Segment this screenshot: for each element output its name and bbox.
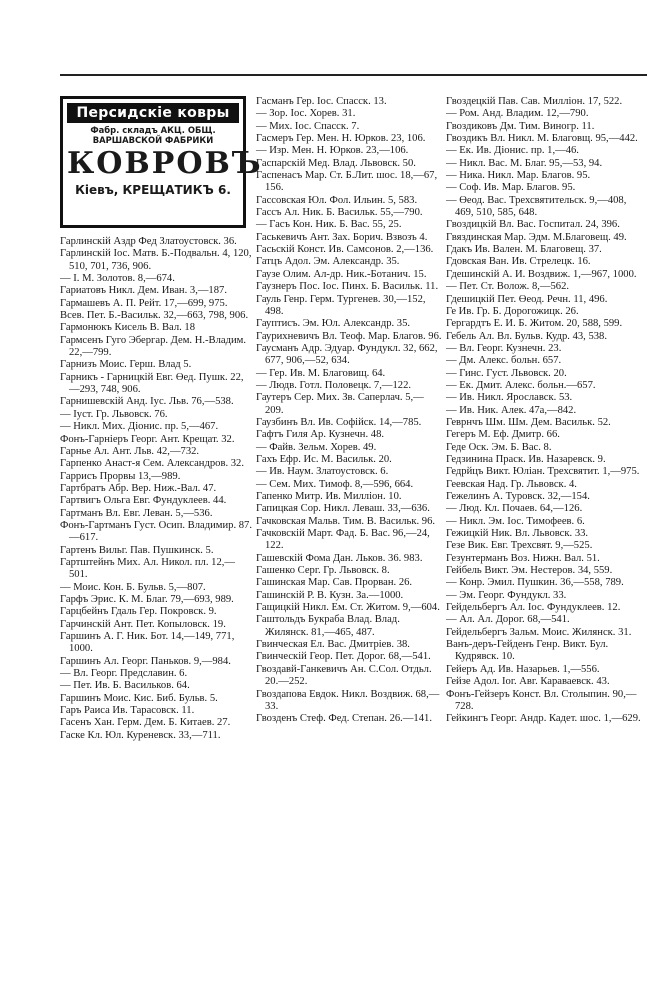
directory-entry: Гасмеръ Гер. Мен. Н. Юрков. 23, 106. [256,133,426,145]
directory-entry: Гарцбейнъ Гдаль Гер. Покровск. 9. [60,606,217,618]
carpet-advertisement [60,96,263,228]
directory-entry: Гарнишевскiй Анд. Iус. Льв. 76,—538. [60,396,234,408]
directory-entry: — I. М. Золотов. 8,—674. [60,273,175,285]
directory-entry: Гаутеръ Сер. Мих. Зв. Саперлач. 5,—209. [256,392,424,416]
directory-entry: Гасьскiй Конст. Ив. Самсонов. 2,—136. [256,244,434,256]
directory-entry: — Людв. Готл. Половецк. 7,—122. [256,379,412,391]
column-2 [256,96,442,726]
directory-entry: Гаске Кл. Юл. Куреневск. 33,—711. [60,729,221,741]
directory-entry: Гачковская Мальв. Тим. В. Васильк. 96. [256,515,436,527]
directory-entry: — Ек. Ив. Дiонис. пр. 1,—46. [446,145,579,157]
directory-entry: Гачковскiй Март. Фад. Б. Вас. 96,—24, 122. [256,528,430,552]
directory-entry: — Вл. Георг. Предславин. 6. [60,668,188,680]
directory-entry: Гартбратъ Абр. Вер. Ниж.-Вал. 47. [60,482,217,494]
directory-entry: — Гасъ Кон. Ник. Б. Вас. 55, 25. [256,219,402,231]
directory-entry: — Соф. Ив. Мар. Благов. 95. [446,182,576,194]
directory-entry: — Конр. Эмил. Пушкин. 36,—558, 789. [446,577,624,589]
directory-entry: Ванъ-деръ-Гейденъ Генр. Викт. Бул. Кудрявск. 10. [446,639,609,663]
directory-entry: Гвоздикъ Вл. Никл. М. Благовщ. 95,—442. [446,133,638,145]
directory-entry: Гаузбинъ Вл. Ив. Софiйск. 14,—785. [256,416,422,428]
directory-entry: — Iуст. Гр. Львовск. 76. [60,408,168,420]
directory-entry: Гейеръ Ад. Ив. Назарьев. 1,—556. [446,663,600,675]
directory-entry: Гезунтерманъ Воз. Нижн. Вал. 51. [446,552,600,564]
directory-entry: Геврнчъ Шм. Шм. Дем. Васильк. 52. [446,416,611,428]
directory-entry: Фонъ-Гарнiеръ Георг. Ант. Крещат. 32. [60,433,235,445]
directory-entry: — Никл. Эм. Iос. Тимофеев. 6. [446,515,585,527]
directory-entry: — Никл. Мих. Дiонис. пр. 5,—467. [60,421,219,433]
directory-entry: Гарчинскiй Ант. Пет. Копыловск. 19. [60,618,226,630]
directory-entry: Гауль Генр. Герм. Тургенев. 30,—152, 498. [256,293,426,317]
directory-entry: Гаршинъ А. Г. Ник. Бот. 14,—149, 771, 1000. [60,631,235,655]
directory-entry: Гейкингъ Георг. Андр. Кадет. шос. 1,—629. [446,713,641,725]
directory-entry: Гарлинскiй Аздр Фед Златоустовск. 36. [60,236,237,247]
ad-subtitle-1: Фабр. складъ АКЦ. ОБЩ. [90,125,216,135]
directory-entry: Гейбель Викт. Эм. Нестеров. 34, 559. [446,565,613,577]
directory-entry: Гедрйцъ Викт. Юлiан. Трехсвятит. 1,—975. [446,466,640,478]
directory-entry: — Эм. Георг. Фундукл. 33. [446,589,567,601]
directory-entry: — Зор. Iос. Хорев. 31. [256,108,356,120]
directory-entry: Гарникъ - Гарницкiй Евг. Өед. Пушк. 22,—293, 748, 906. [60,371,244,396]
directory-entry: — Ив. Ник. Алек. 47а,—842. [446,404,577,416]
directory-entry: Гвинческiй Геор. Пет. Дорог. 68,—541. [256,651,431,663]
directory-entry: Гартвигъ Ольга Евг. Фундуклеев. 44. [60,495,227,507]
directory-entry: Гашинская Мар. Сав. Прорван. 26. [256,577,413,589]
directory-entry: Гвоздицкiй Вл. Вас. Госпитал. 24, 396. [446,219,620,231]
directory-entry: Гаштольдъ Букраба Влад. Влад. Жилянск. 81,—465, 487. [256,614,400,638]
directory-entry: Гармашевъ А. П. Рейт. 17,—699, 975. [60,297,228,309]
directory-entry: Всев. Пет. Б.-Васильк. 32,—663, 798, 906. [60,310,249,322]
directory-entry: Гармонюкъ Кисель В. Вал. 18 [60,322,195,334]
directory-entry: — Вл. Георг. Кузнечн. 23. [446,342,562,354]
directory-entry: — Ника. Никл. Мар. Благов. 95. [446,170,591,182]
directory-entry: Гассъ Ал. Ник. Б. Васильк. 55,—790. [256,207,423,219]
ad-address: Кiевъ, КРЕЩАТИКЪ 6. [75,183,231,197]
directory-entry: — Ек. Дмит. Алекс. больн.—657. [446,379,596,391]
ad-title: Персидскiе ковры [67,103,239,123]
directory-entry: Фонъ-Гартманъ Густ. Осип. Владимир. 87.—617. [60,519,252,544]
directory-entry: Гапенко Митр. Ив. Миллiон. 10. [256,491,402,502]
directory-entry: Геевская Над. Гр. Львовск. 4. [446,478,577,490]
directory-entry: Гасенъ Хан. Герм. Дем. Б. Китаев. 27. [60,717,231,729]
directory-entry: — Пет. Ив. Б. Васильков. 64. [60,680,190,692]
directory-entry: Гвинческая Ел. Вас. Дмитрiев. 38. [256,639,410,651]
directory-entry: — Мих. Iос. Спасск. 7. [256,120,360,132]
directory-entry: Гедзинина Праск. Ив. Назаревск. 9. [446,453,606,465]
directory-entry: — Ив. Наум. Златоустовск. 6. [256,466,389,478]
directory-entry: Гейзе Адол. Iог. Авг. Караваевск. 43. [446,676,610,688]
directory-entry: Гергардтъ Е. И. Б. Житом. 20, 588, 599. [446,318,623,330]
directory-entry: Гашенко Серг. Гр. Львовск. 8. [256,565,390,577]
directory-entry: Гаузе Олим. Ал-др. Ник.-Ботанич. 15. [256,268,427,280]
directory-entry: — Дм. Алекс. больн. 657. [446,355,562,367]
directory-entry: Гаськевичъ Ант. Зах. Борич. Взвозъ 4. [256,231,428,243]
directory-entry: Геде Оск. Эм. Б. Вас. 8. [446,441,552,453]
directory-entry: — Ив. Никл. Ярославск. 53. [446,392,573,404]
directory-entry: Гарнизъ Моис. Герш. Влад 5. [60,359,192,371]
directory-entry: Гейдельбергъ Ал. Iос. Фундуклеев. 12. [446,602,621,614]
directory-entry: Гартенъ Вильг. Пав. Пушкинск. 5. [60,544,214,556]
directory-entry: Гвоздавй-Ганкевичъ Ан. С.Сол. Отдьл. 20.—252. [256,663,432,688]
directory-entry: — Пет. Ст. Волож. 8,—562. [446,281,570,293]
directory-entry: — Люд. Кл. Почаев. 64,—126. [446,503,583,515]
directory-entry: Гдешинскiй А. И. Воздвиж. 1,—967, 1000. [446,268,637,280]
directory-entry: Гейдельбергъ Зальм. Моис. Жилянск. 31. [446,626,632,638]
directory-entry: Гасманъ Гер. Iос. Спасск. 13. [256,96,387,107]
directory-entry: Ге Ив. Гр. Б. Дорогожицк. 26. [446,305,579,317]
directory-entry: Гвяздинская Мар. Эдм. М.Благовещ. 49. [446,231,627,243]
directory-entry: — Моис. Кон. Б. Бульв. 5,—807. [60,581,206,593]
directory-entry: Гариатовъ Никл. Дем. Иван. 3,—187. [60,285,227,297]
directory-entry: — Никл. Вас. М. Благ. 95,—53, 94. [446,157,603,169]
directory-entry: Гарпенко Анаст-я Сем. Александров. 32. [60,458,245,470]
directory-entry: Гаурихневичъ Вл. Теоф. Мар. Благов. 96. [256,330,442,342]
directory-entry: Гаръ Раиса Ив. Тарасовск. 11. [60,705,195,717]
directory-entry: Гаррисъ Прорвы 13,—989. [60,470,181,482]
directory-entry: Гдешицкiй Пет. Өеод. Речн. 11, 496. [446,293,608,305]
directory-entry: Гежицкiй Ник. Вл. Львовск. 33. [446,528,589,540]
directory-entry: Фонъ-Гейзеръ Конст. Вл. Столыпин. 90,—728. [446,688,637,712]
ad-big-word: КОВРОВЪ [67,146,263,181]
directory-entry: Гарнье Ал. Ант. Льв. 42,—732. [60,445,200,457]
directory-entry: Гдакъ Ив. Вален. М. Благовещ. 37. [446,244,602,256]
directory-entry: Гаусманъ Адр. Эдуар. Фундукл. 32, 662, 677, 906,—52, 634. [256,342,438,367]
column-1 [60,236,253,742]
directory-entry: Гежелинъ А. Туровск. 32,—154. [446,491,590,502]
directory-entry: Гартманъ Вл. Евг. Леван. 5,—536. [60,507,213,519]
directory-entry: Гвоздиковъ Дм. Тим. Виногр. 11. [446,120,595,132]
directory-entry: Гегеръ М. Еф. Дмитр. 66. [446,429,560,441]
directory-entry: Гаузнеръ Пос. Iос. Пинх. Б. Васильк. 11. [256,281,439,293]
directory-entry: — Гинс. Густ. Львовск. 20. [446,367,567,379]
directory-entry: Гартштейнъ Мих. Ал. Никол. пл. 12,—501. [60,556,235,581]
directory-entry: — Сем. Мих. Тимоф. 8,—596, 664. [256,478,414,490]
directory-entry: Гарфъ Эрис. К. М. Благ. 79,—693, 989. [60,593,234,605]
directory-entry: Гвозденъ Стеф. Фед. Степан. 26.—141. [256,713,432,725]
directory-entry: — Файв. Зельм. Хорев. 49. [256,441,377,453]
directory-entry: Гашинскiй Р. В. Кузн. За.—1000. [256,589,404,601]
directory-entry: — Өеод. Вас. Трехсвятительск. 9,—408, 469, 510, 585, 648. [446,194,627,219]
directory-entry: Гаршинъ Ал. Георг. Паньков. 9,—984. [60,655,231,667]
directory-entry: Гатцъ Адол. Эм. Александр. 35. [256,256,400,268]
directory-entry: Гармсенъ Гуго Эбергар. Дем. Н.-Владим. 22,—799. [60,334,247,359]
directory-entry: Гарлинскiй Iос. Матв. Б.-Подвальн. 4, 120, 510, 701, 736, 906. [60,248,252,272]
directory-entry: Гвоздецкiй Пав. Сав. Миллiон. 17, 522. [446,96,623,107]
top-rule [60,74,647,76]
ad-subtitle-2: ВАРШАВСКОЙ ФАБРИКИ [92,135,214,145]
directory-entry: — Ром. Анд. Владим. 12,—790. [446,108,589,120]
directory-entry: Гауптисъ. Эм. Юл. Александр. 35. [256,318,411,330]
directory-entry: Гдовская Ван. Ив. Стрелецк. 16. [446,256,591,268]
column-3 [446,96,646,726]
directory-entry: Гафтъ Гиля Ар. Кузнечн. 48. [256,429,385,441]
directory-entry: Гебель Ал. Вл. Бульв. Кудр. 43, 538. [446,330,607,342]
directory-entry: — Ал. Ал. Дорог. 68,—541. [446,614,570,626]
directory-entry: Гассовская Юл. Фол. Ильин. 5, 583. [256,194,418,206]
directory-entry: Гапицкая Сор. Никл. Леваш. 33,—636. [256,503,430,515]
directory-entry: — Гер. Ив. М. Благовищ. 64. [256,367,386,379]
directory-entry: Гаспенасъ Мар. Ст. Б.Лит. шос. 18,—67, 156. [256,170,438,194]
directory-entry: Гахъ Ефр. Ис. М. Васильк. 20. [256,453,392,465]
directory-entry: — Изр. Мен. Н. Юрков. 23,—106. [256,145,409,157]
directory-entry: Гаспарскiй Мед. Влад. Львовск. 50. [256,157,416,169]
directory-entry: Гезе Вик. Евг. Трехсвят. 9,—525. [446,540,593,552]
directory-entry: Гашевскiй Фома Дан. Льков. 36. 983. [256,552,423,564]
directory-entry: Гвоздапова Евдок. Никл. Воздвиж. 68,—33. [256,688,440,712]
directory-entry: Гащицкiй Никл. Ем. Ст. Житом. 9,—604. [256,602,440,614]
directory-entry: Гаршинъ Моис. Кис. Биб. Бульв. 5. [60,692,218,704]
